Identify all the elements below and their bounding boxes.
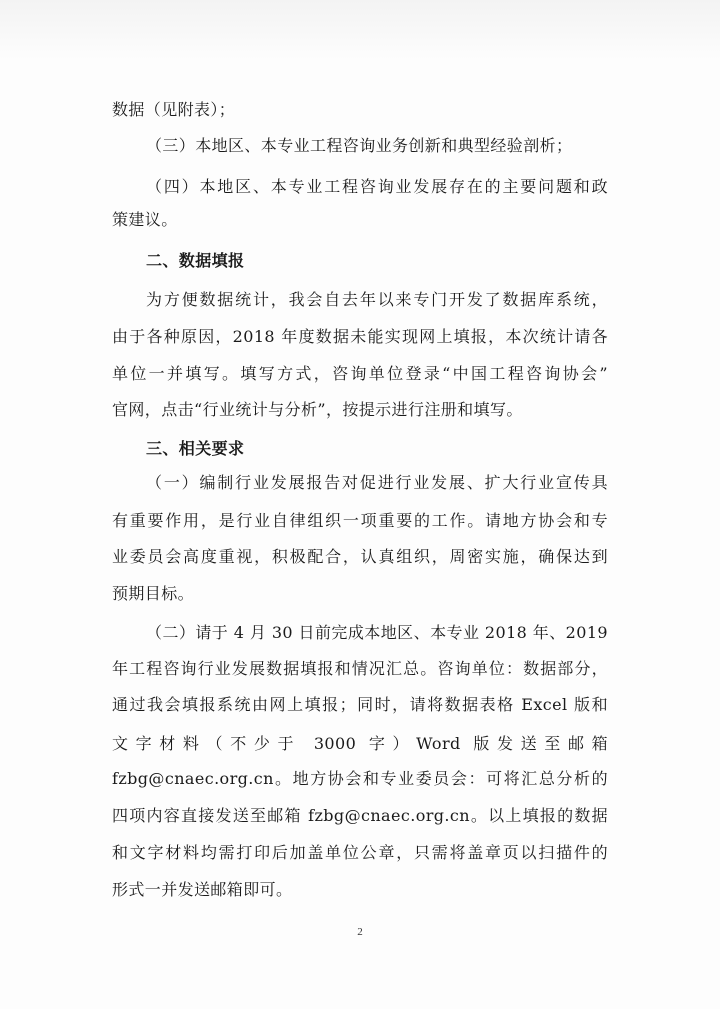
text-line: 四项内容直接发送至邮箱 fzbg@cnaec.org.cn。以上填报的数据	[112, 806, 608, 825]
text-line: （一）编制行业发展报告对促进行业发展、扩大行业宣传具	[146, 473, 608, 492]
text-line: 策建议。	[112, 210, 178, 229]
text-line: （四）本地区、本专业工程咨询业发展存在的主要问题和政	[146, 177, 608, 196]
text-line: （三）本地区、本专业工程咨询业务创新和典型经验剖析；	[146, 136, 573, 155]
section-heading: 二、数据填报	[146, 251, 245, 270]
text-line: 官网，点击“行业统计与分析”，按提示进行注册和填写。	[112, 400, 523, 419]
text-line: 年工程咨询行业发展数据填报和情况汇总。咨询单位：数据部分，	[112, 659, 608, 678]
text-line: 通过我会填报系统由网上填报；同时，请将数据表格 Excel 版和	[112, 695, 608, 714]
text-line: 预期目标。	[112, 584, 195, 603]
text-line: 文字材料（不少于 3000 字）Word 版发送至邮箱	[112, 734, 608, 753]
text-line: 和文字材料均需打印后加盖单位公章，只需将盖章页以扫描件的	[112, 843, 608, 862]
text-line: 单位一并填写。填写方式，咨询单位登录“中国工程咨询协会”	[112, 364, 608, 383]
text-line: 数据（见附表）；	[112, 100, 236, 119]
scan-shade	[0, 0, 720, 60]
text-line: fzbg@cnaec.org.cn。地方协会和专业委员会：可将汇总分析的	[112, 769, 608, 788]
text-line: 业委员会高度重视，积极配合，认真组织，周密实施，确保达到	[112, 547, 608, 566]
text-line: 有重要作用，是行业自律组织一项重要的工作。请地方协会和专	[112, 511, 608, 530]
text-line: 为方便数据统计，我会自去年以来专门开发了数据库系统，	[146, 290, 608, 309]
text-line: 由于各种原因，2018 年度数据未能实现网上填报，本次统计请各	[112, 327, 608, 346]
page-number: 2	[357, 926, 363, 938]
text-line: （二）请于 4 月 30 日前完成本地区、本专业 2018 年、2019	[146, 623, 608, 642]
text-line: 形式一并发送邮箱即可。	[112, 880, 293, 899]
section-heading: 三、相关要求	[146, 439, 245, 458]
